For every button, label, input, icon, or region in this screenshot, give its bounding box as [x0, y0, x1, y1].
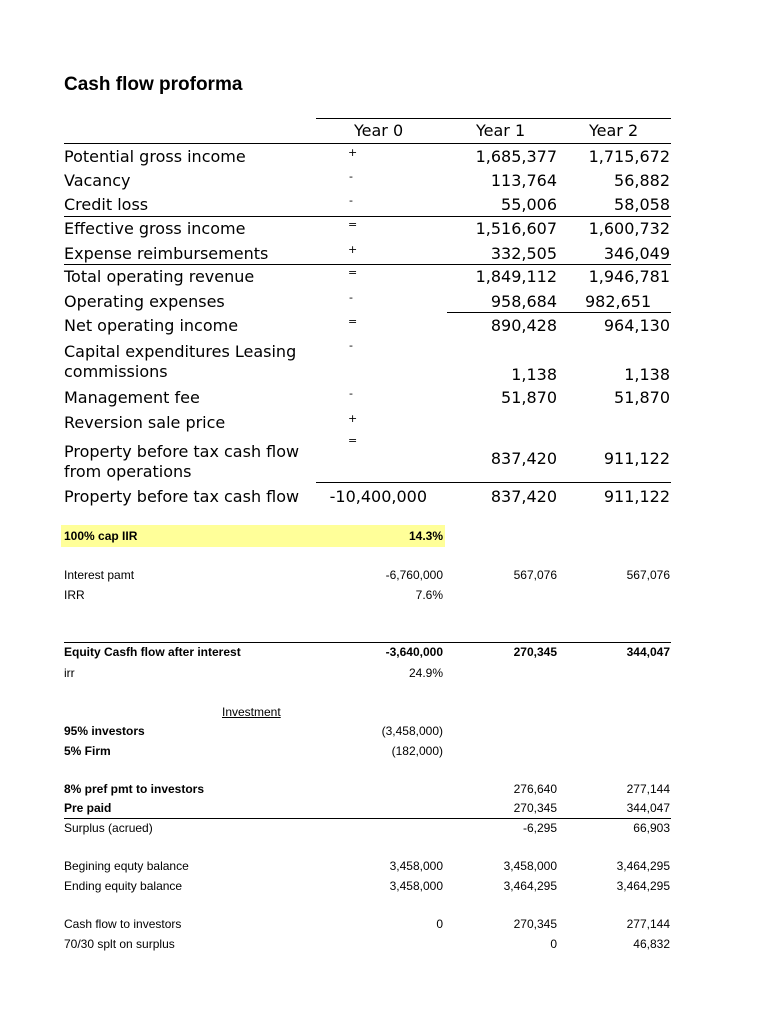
cell-year1: 1,849,112 — [475, 267, 557, 286]
irr-equity-label: irr — [64, 666, 75, 680]
rule — [64, 818, 671, 819]
cell-year2: 964,130 — [603, 316, 670, 335]
operator-sign: + — [348, 146, 358, 159]
operator-sign: - — [349, 194, 353, 207]
row-label: Net operating income — [64, 316, 239, 335]
cell-year2: 911,122 — [603, 449, 670, 468]
cell-year2: 56,882 — [614, 171, 670, 190]
irr-label: IRR — [64, 588, 85, 602]
firm-label: 5% Firm — [64, 744, 111, 758]
cell-year2: 51,870 — [614, 388, 670, 407]
cell-year2: 911,122 — [603, 487, 670, 506]
column-header-year1: Year 1 — [476, 121, 526, 140]
firm-value: (182,000) — [391, 744, 443, 758]
row-label: Effective gross income — [64, 219, 246, 238]
cap-irr-label: 100% cap IIR — [64, 529, 138, 543]
cell-year0: -10,400,000 — [329, 487, 427, 506]
irr-value: 7.6% — [415, 588, 443, 602]
pref-label: 8% pref pmt to investors — [64, 782, 205, 796]
equity-year0: -3,640,000 — [385, 645, 443, 659]
row-label: Operating expenses — [64, 292, 225, 311]
cell-year1: 837,420 — [490, 487, 557, 506]
prepaid-year2: 344,047 — [626, 801, 670, 815]
row-label: Vacancy — [64, 171, 131, 190]
rule — [316, 482, 671, 483]
row-label: Management fee — [64, 388, 200, 407]
begin-equity-label: Begining equty balance — [64, 859, 189, 873]
operator-sign: = — [348, 218, 358, 231]
cell-year1: 1,516,607 — [475, 219, 557, 238]
cell-year1: 332,505 — [490, 244, 557, 263]
equity-year1: 270,345 — [513, 645, 557, 659]
cell-year1: 113,764 — [490, 171, 557, 190]
begin-equity-year2: 3,464,295 — [616, 859, 670, 873]
begin-equity-year0: 3,458,000 — [389, 859, 443, 873]
rule — [64, 642, 671, 643]
prepaid-year1: 270,345 — [513, 801, 557, 815]
row-label: Capital expenditures Leasing — [64, 342, 297, 361]
rule — [316, 118, 671, 119]
operator-sign: + — [348, 243, 358, 256]
cell-year2: 1,600,732 — [588, 219, 670, 238]
split-label: 70/30 splt on surplus — [64, 937, 175, 951]
investors-value: (3,458,000) — [381, 724, 443, 738]
end-equity-year0: 3,458,000 — [389, 879, 443, 893]
surplus-year1: -6,295 — [522, 821, 557, 835]
interest-year0: -6,760,000 — [385, 568, 443, 582]
end-equity-label: Ending equity balance — [64, 879, 183, 893]
operator-sign: = — [348, 266, 358, 279]
rule — [64, 264, 671, 265]
row-label: Reversion sale price — [64, 413, 226, 432]
cell-year2: 1,946,781 — [588, 267, 670, 286]
investment-header: Investment — [222, 705, 281, 719]
interest-year1: 567,076 — [513, 568, 557, 582]
surplus-year2: 66,903 — [633, 821, 670, 835]
cf-investors-year2: 277,144 — [626, 917, 670, 931]
operator-sign: - — [349, 170, 353, 183]
cell-year1: 837,420 — [490, 449, 557, 468]
interest-year2: 567,076 — [626, 568, 670, 582]
end-equity-year1: 3,464,295 — [503, 879, 557, 893]
split-year2: 46,832 — [633, 937, 670, 951]
rule — [64, 216, 671, 217]
surplus-label: Surplus (acrued) — [64, 821, 153, 835]
interest-label: Interest pamt — [64, 568, 135, 582]
operator-sign: = — [348, 315, 358, 328]
operator-sign: - — [349, 291, 353, 304]
cell-year2: 346,049 — [603, 244, 670, 263]
cell-year1: 958,684 — [490, 292, 557, 311]
cf-investors-year0: 0 — [436, 917, 443, 931]
end-equity-year2: 3,464,295 — [616, 879, 670, 893]
column-header-year0: Year 0 — [354, 121, 404, 140]
column-header-year2: Year 2 — [589, 121, 639, 140]
row-label: commissions — [64, 362, 168, 381]
equity-label: Equity Casfh flow after interest — [64, 645, 241, 659]
cell-year1: 55,006 — [501, 195, 557, 214]
cell-year1: 890,428 — [490, 316, 557, 335]
operator-sign: = — [348, 434, 358, 447]
pref-year2: 277,144 — [626, 782, 670, 796]
split-year1: 0 — [550, 937, 557, 951]
row-label: Potential gross income — [64, 147, 246, 166]
equity-year2: 344,047 — [626, 645, 670, 659]
investors-label: 95% investors — [64, 724, 145, 738]
cf-investors-year1: 270,345 — [513, 917, 557, 931]
operator-sign: - — [349, 387, 353, 400]
operator-sign: + — [348, 412, 358, 425]
cell-year2: 1,138 — [624, 365, 670, 384]
row-label: Credit loss — [64, 195, 149, 214]
row-label: Property before tax cash flow — [64, 442, 300, 461]
page-title: Cash flow proforma — [64, 74, 243, 95]
rule — [64, 143, 671, 144]
begin-equity-year1: 3,458,000 — [503, 859, 557, 873]
cell-year2: 1,715,672 — [588, 147, 670, 166]
irr-equity-value: 24.9% — [408, 666, 443, 680]
row-label: Property before tax cash flow — [64, 487, 300, 506]
row-label: from operations — [64, 462, 192, 481]
row-label: Total operating revenue — [64, 267, 255, 286]
cell-year1: 1,138 — [511, 365, 557, 384]
cell-year2: 982,651 — [585, 292, 652, 311]
cell-year1: 1,685,377 — [475, 147, 557, 166]
prepaid-label: Pre paid — [64, 801, 112, 815]
cell-year2: 58,058 — [614, 195, 670, 214]
rule — [447, 312, 671, 313]
pref-year1: 276,640 — [513, 782, 557, 796]
cap-irr-value: 14.3% — [408, 529, 443, 543]
cell-year1: 51,870 — [501, 388, 557, 407]
operator-sign: - — [349, 339, 353, 352]
cf-investors-label: Cash flow to investors — [64, 917, 182, 931]
row-label: Expense reimbursements — [64, 244, 269, 263]
